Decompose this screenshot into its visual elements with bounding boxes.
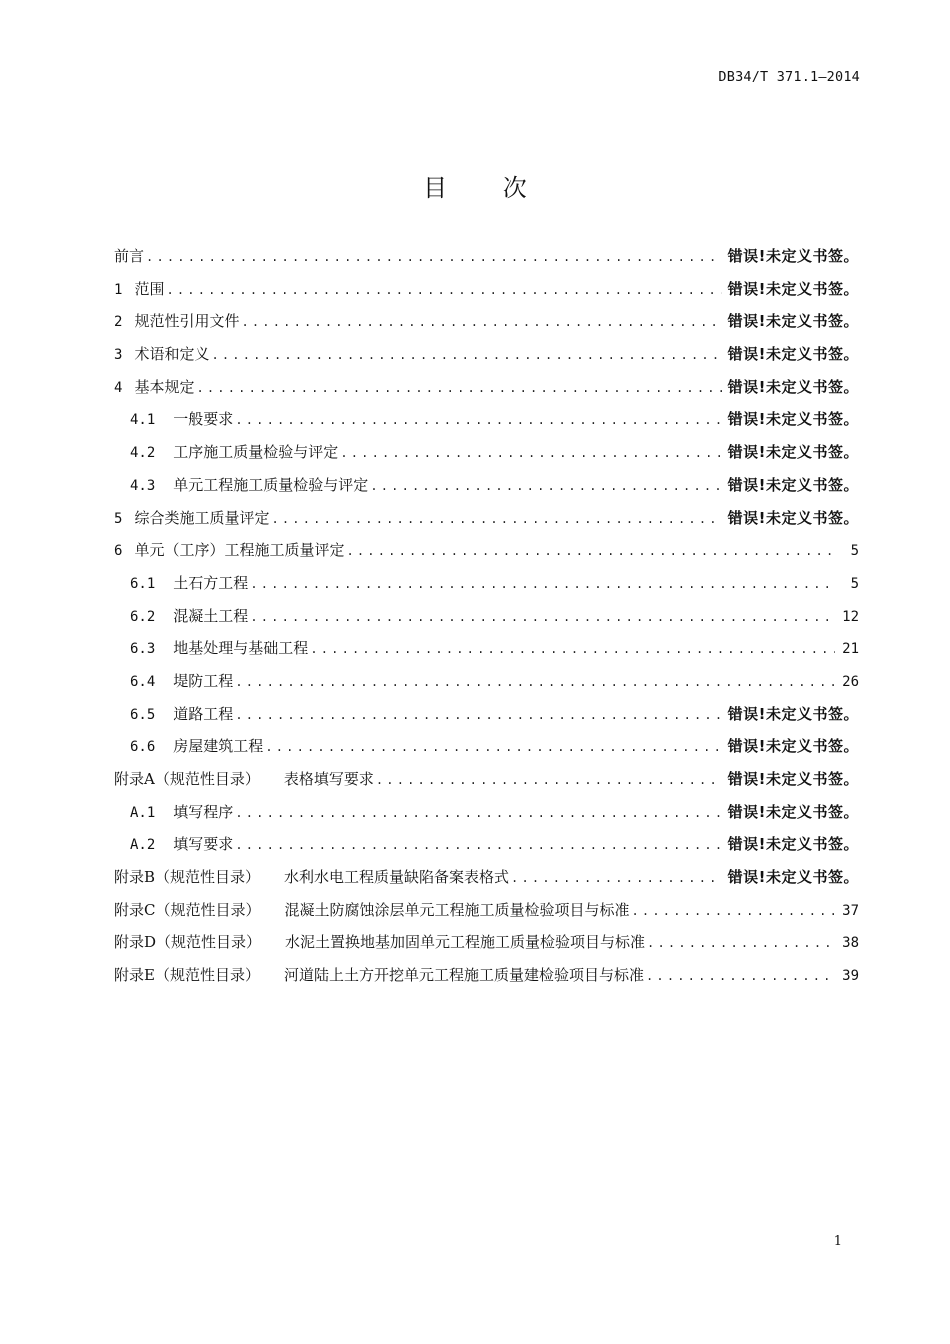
toc-entry[interactable] (114, 605, 859, 638)
toc-dot-leader (235, 675, 835, 689)
toc-entry-number: 6.4 (130, 673, 156, 690)
toc-dot-leader (235, 838, 721, 852)
toc-dot-leader (632, 904, 836, 918)
toc-entry-label: 表格填写要求 (283, 770, 374, 788)
toc-entry-label: 综合类施工质量评定 (134, 508, 270, 527)
toc-dot-leader (370, 479, 721, 493)
toc-entry-label: 道路工程 (173, 704, 234, 723)
toc-entry[interactable] (114, 376, 859, 409)
toc-entry-number: 附录C（规范性目录） (114, 900, 261, 919)
page-number: 1 (833, 1234, 842, 1249)
toc-entry-label: 水利水电工程质量缺陷备案表格式 (284, 868, 510, 887)
toc-entry-number: 附录A（规范性目录） (114, 770, 260, 788)
toc-entry[interactable] (114, 833, 859, 866)
toc-dot-leader (235, 413, 721, 427)
toc-dot-leader (235, 806, 721, 820)
toc-entry-label: 混凝土工程 (173, 606, 249, 625)
toc-entry-number: 4.1 (130, 412, 156, 429)
toc-entry[interactable] (114, 899, 859, 932)
toc-dot-leader (211, 348, 721, 362)
toc-entry-number: 6 (114, 543, 123, 560)
toc-entry-number: 附录E（规范性目录） (114, 966, 260, 985)
toc-entry[interactable] (114, 931, 859, 964)
toc-entry[interactable] (114, 245, 859, 278)
toc-entry-label: 水泥土置换地基加固单元工程施工质量检验项目与标准 (285, 933, 646, 952)
toc-entry-page: 错误!未定义书签。 (727, 704, 859, 723)
toc-entry[interactable] (114, 964, 859, 997)
toc-entry-label: 规范性引用文件 (134, 312, 240, 331)
table-of-contents (114, 245, 859, 997)
toc-entry-page: 37 (842, 902, 859, 919)
toc-dot-leader (647, 936, 835, 950)
toc-entry-number: 2 (114, 314, 123, 331)
toc-dot-leader (235, 708, 721, 722)
toc-entry-page: 38 (842, 935, 859, 952)
toc-entry-page: 5 (850, 543, 859, 560)
toc-entry-page: 26 (842, 673, 859, 690)
toc-dot-leader (166, 283, 721, 297)
document-code: DB34/T 371.1—2014 (718, 69, 860, 85)
toc-entry-number: 4.3 (130, 477, 156, 494)
toc-entry-label: 房屋建筑工程 (173, 737, 264, 756)
toc-entry-number: 5 (114, 510, 123, 527)
toc-dot-leader (146, 250, 722, 264)
toc-entry-page: 错误!未定义书签。 (727, 835, 859, 854)
toc-entry-number: 6.2 (130, 608, 156, 625)
toc-entry-page: 错误!未定义书签。 (727, 802, 859, 821)
toc-entry-number: 附录D（规范性目录） (114, 933, 262, 952)
toc-dot-leader (271, 512, 721, 526)
toc-entry-page: 错误!未定义书签。 (727, 247, 859, 265)
toc-entry[interactable] (114, 310, 859, 343)
toc-entry-label: 填写要求 (173, 835, 234, 854)
toc-entry-number: 6.3 (130, 641, 156, 658)
toc-entry-label: 河道陆上土方开挖单元工程施工质量建检验项目与标准 (283, 966, 644, 985)
toc-entry-page: 错误!未定义书签。 (727, 770, 859, 788)
toc-entry-label: 工序施工质量检验与评定 (173, 443, 339, 462)
toc-dot-leader (241, 315, 721, 329)
toc-entry-number: 6.6 (130, 739, 156, 756)
toc-entry-label: 范围 (134, 279, 165, 298)
toc-entry-page: 错误!未定义书签。 (727, 737, 859, 756)
toc-entry-page: 错误!未定义书签。 (727, 377, 859, 396)
toc-entry-page: 错误!未定义书签。 (727, 279, 859, 298)
toc-entry[interactable] (114, 801, 859, 834)
toc-dot-leader (376, 773, 722, 787)
toc-entry-label: 堤防工程 (173, 671, 234, 690)
toc-entry-label: 单元（工序）工程施工质量评定 (134, 541, 345, 560)
toc-entry[interactable] (114, 768, 859, 801)
toc-entry-page: 5 (850, 575, 859, 592)
toc-entry-label: 前言 (114, 247, 145, 265)
toc-entry-page: 错误!未定义书签。 (727, 410, 859, 429)
toc-entry[interactable] (114, 343, 859, 376)
toc-dot-leader (646, 969, 835, 983)
toc-dot-leader (265, 740, 721, 754)
toc-entry-page: 21 (842, 641, 859, 658)
toc-entry[interactable] (114, 637, 859, 670)
toc-dot-leader (310, 642, 835, 656)
toc-dot-leader (250, 610, 835, 624)
toc-entry-page: 12 (842, 608, 859, 625)
toc-dot-leader (250, 577, 835, 591)
toc-dot-leader (196, 381, 721, 395)
toc-entry[interactable] (114, 670, 859, 703)
toc-entry[interactable] (114, 572, 859, 605)
toc-entry-number: 1 (114, 281, 123, 298)
page-title: 目 次 (423, 174, 551, 202)
toc-entry-label: 单元工程施工质量检验与评定 (173, 475, 369, 494)
toc-entry[interactable] (114, 441, 859, 474)
toc-entry[interactable] (114, 278, 859, 311)
toc-entry[interactable] (114, 703, 859, 736)
toc-entry[interactable] (114, 474, 859, 507)
toc-entry-page: 错误!未定义书签。 (727, 312, 859, 331)
toc-entry-number: 3 (114, 347, 123, 364)
toc-entry-number: 附录B（规范性目录） (114, 868, 261, 887)
toc-entry-page: 错误!未定义书签。 (727, 443, 859, 462)
toc-entry-label: 混凝土防腐蚀涂层单元工程施工质量检验项目与标准 (284, 900, 630, 919)
toc-dot-leader (340, 446, 721, 460)
toc-entry[interactable] (114, 539, 859, 572)
toc-dot-leader (511, 871, 722, 885)
toc-entry-number: 4 (114, 379, 123, 396)
toc-entry-page: 错误!未定义书签。 (727, 508, 859, 527)
toc-entry-label: 填写程序 (173, 802, 234, 821)
toc-entry-label: 地基处理与基础工程 (173, 639, 309, 658)
toc-entry-label: 基本规定 (134, 377, 195, 396)
toc-entry[interactable] (114, 866, 859, 899)
toc-entry[interactable] (114, 408, 859, 441)
toc-entry[interactable] (114, 735, 859, 768)
toc-dot-leader (346, 544, 835, 558)
toc-entry-number: A.1 (130, 804, 156, 821)
toc-entry-label: 土石方工程 (173, 573, 249, 592)
toc-entry-page: 错误!未定义书签。 (727, 475, 859, 494)
toc-entry-label: 术语和定义 (134, 345, 210, 364)
toc-entry-number: A.2 (130, 837, 156, 854)
toc-entry-number: 4.2 (130, 445, 156, 462)
toc-entry[interactable] (114, 507, 859, 540)
toc-entry-number: 6.1 (130, 575, 156, 592)
toc-entry-page: 39 (842, 968, 859, 985)
toc-entry-label: 一般要求 (173, 410, 234, 429)
toc-entry-page: 错误!未定义书签。 (727, 345, 859, 364)
toc-entry-number: 6.5 (130, 706, 156, 723)
toc-entry-page: 错误!未定义书签。 (727, 868, 859, 887)
